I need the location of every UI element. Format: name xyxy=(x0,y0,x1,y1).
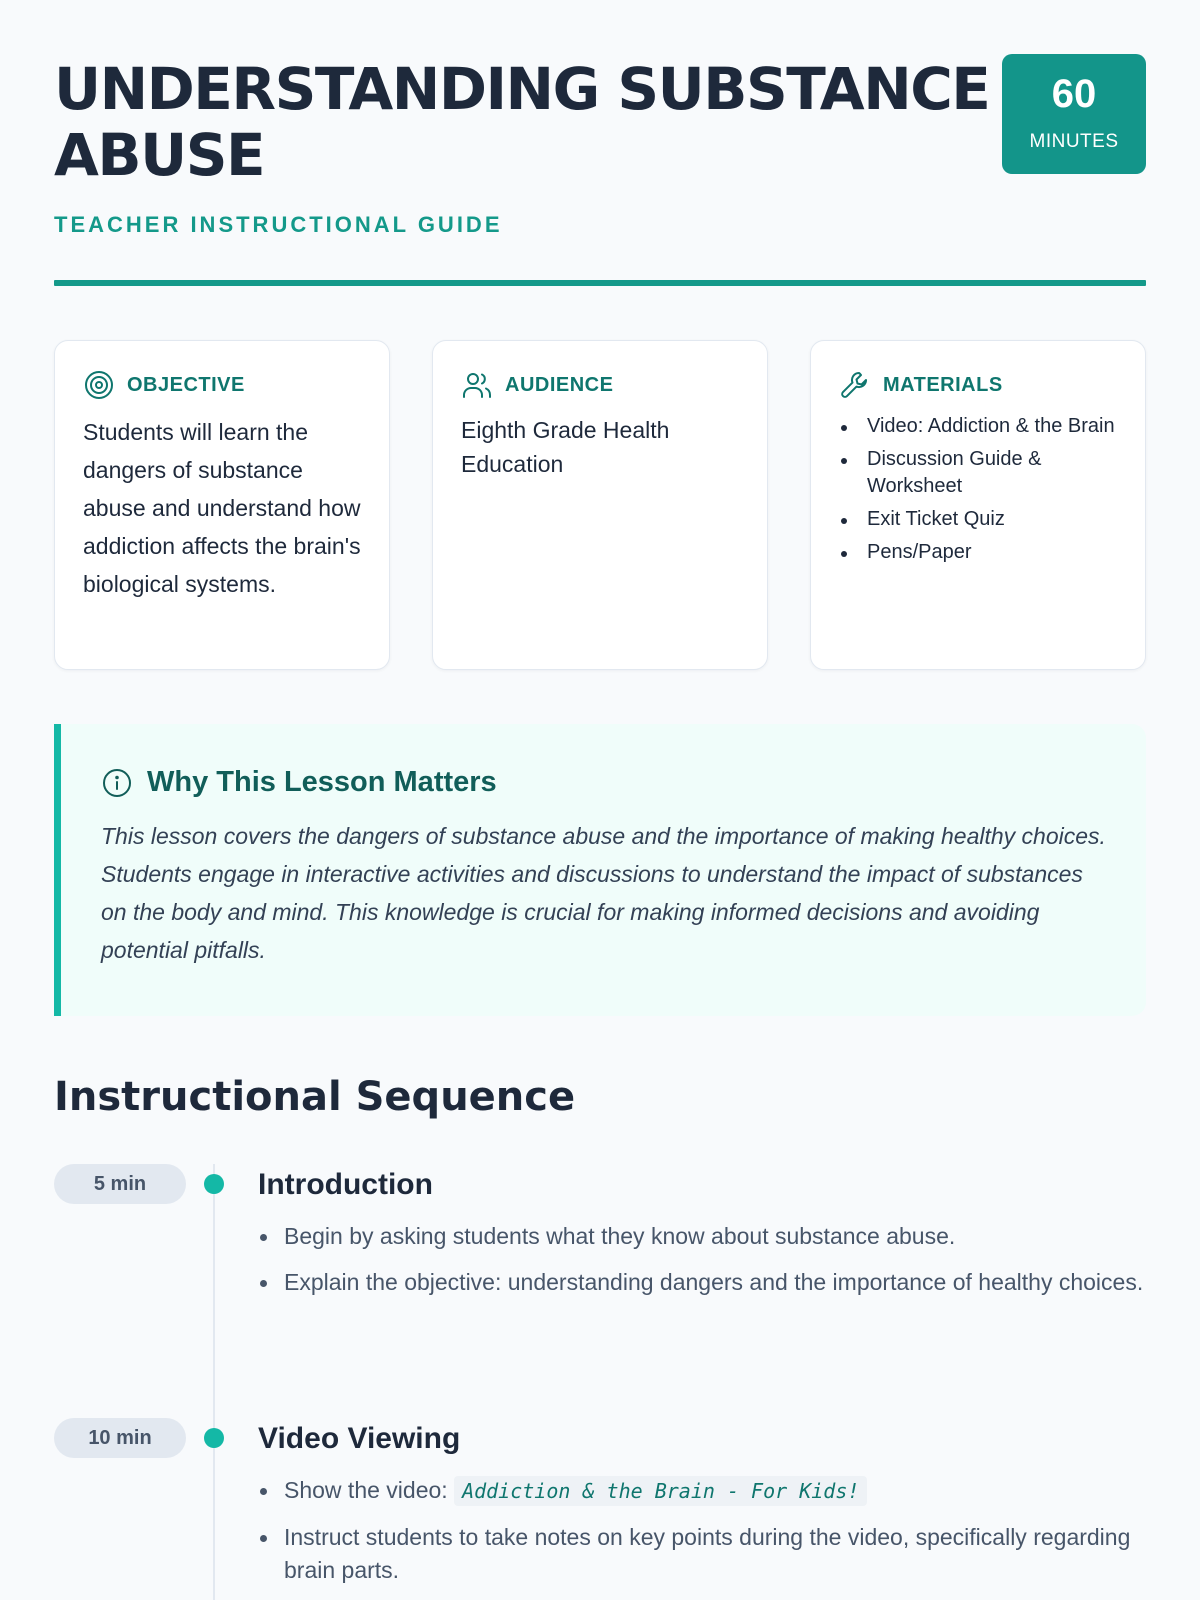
wrench-icon xyxy=(839,369,871,401)
step-title: Video Viewing xyxy=(258,1422,461,1455)
audience-label: AUDIENCE xyxy=(505,373,614,396)
step-item: Begin by asking students what they know about substance abuse. xyxy=(258,1220,1146,1253)
objective-card-header xyxy=(83,369,361,401)
audience-text: Eighth Grade Health Education xyxy=(461,417,670,477)
objective-label: OBJECTIVE xyxy=(127,373,245,396)
info-cards xyxy=(54,340,1146,670)
timeline-rail xyxy=(186,1418,258,1600)
page-subtitle: TEACHER INSTRUCTIONAL GUIDE xyxy=(54,212,503,237)
timeline-step xyxy=(54,1164,1146,1418)
duration-unit: MINUTES xyxy=(1029,131,1119,152)
timeline-step xyxy=(54,1418,1146,1600)
duration-badge xyxy=(1002,54,1146,174)
timeline xyxy=(54,1164,1146,1600)
materials-card xyxy=(810,340,1146,670)
step-title: Introduction xyxy=(258,1168,433,1201)
step-list xyxy=(258,1220,1146,1299)
info-icon xyxy=(101,767,133,799)
materials-label: MATERIALS xyxy=(883,373,1003,396)
step-item: Instruct students to take notes on key points during the video, specifically regarding brain parts. xyxy=(258,1521,1146,1587)
step-item xyxy=(258,1474,1146,1508)
header-divider xyxy=(54,280,1146,286)
audience-card xyxy=(432,340,768,670)
materials-item: Video: Addiction & the Brain xyxy=(839,413,1117,440)
step-list xyxy=(258,1474,1146,1587)
step-body xyxy=(258,1418,1146,1600)
step-item: Explain the objective: understanding dangers and the importance of healthy choices. xyxy=(258,1266,1146,1299)
materials-item: Exit Ticket Quiz xyxy=(839,506,1117,533)
users-icon xyxy=(461,369,493,401)
step-duration: 10 min xyxy=(54,1418,186,1458)
page-title: UNDERSTANDING SUBSTANCE ABUSE xyxy=(54,55,990,189)
header xyxy=(54,0,1146,286)
step-duration: 5 min xyxy=(54,1164,186,1204)
materials-list xyxy=(839,413,1117,566)
step-item-text: Show the video: xyxy=(284,1477,448,1503)
objective-card xyxy=(54,340,390,670)
target-icon xyxy=(83,369,115,401)
audience-card-header xyxy=(461,369,739,401)
materials-item: Pens/Paper xyxy=(839,539,1117,566)
objective-text: Students will learn the dangers of substance abuse and understand how addiction affects the brain's biological systems. xyxy=(83,419,361,597)
why-title: Why This Lesson Matters xyxy=(147,766,497,798)
why-box xyxy=(54,724,1146,1016)
timeline-rail xyxy=(186,1164,258,1418)
timeline-dot xyxy=(204,1174,224,1194)
why-header xyxy=(101,766,1106,799)
step-body xyxy=(258,1164,1146,1418)
materials-card-header xyxy=(839,369,1117,401)
materials-item: Discussion Guide & Worksheet xyxy=(839,446,1117,500)
duration-value: 60 xyxy=(1051,72,1097,116)
timeline-dot xyxy=(204,1428,224,1448)
video-title-code: Addiction & the Brain - For Kids! xyxy=(454,1476,867,1506)
timeline-line xyxy=(213,1164,215,1418)
sequence-title: Instructional Sequence xyxy=(54,1074,576,1120)
why-text: This lesson covers the dangers of substance abuse and the importance of making healthy choices. Students engage in interactive activities and discussions to understand the impact of substances on the body and mind. This knowledge is crucial for making informed decisions and avoiding potential pitfalls. xyxy=(101,823,1106,963)
